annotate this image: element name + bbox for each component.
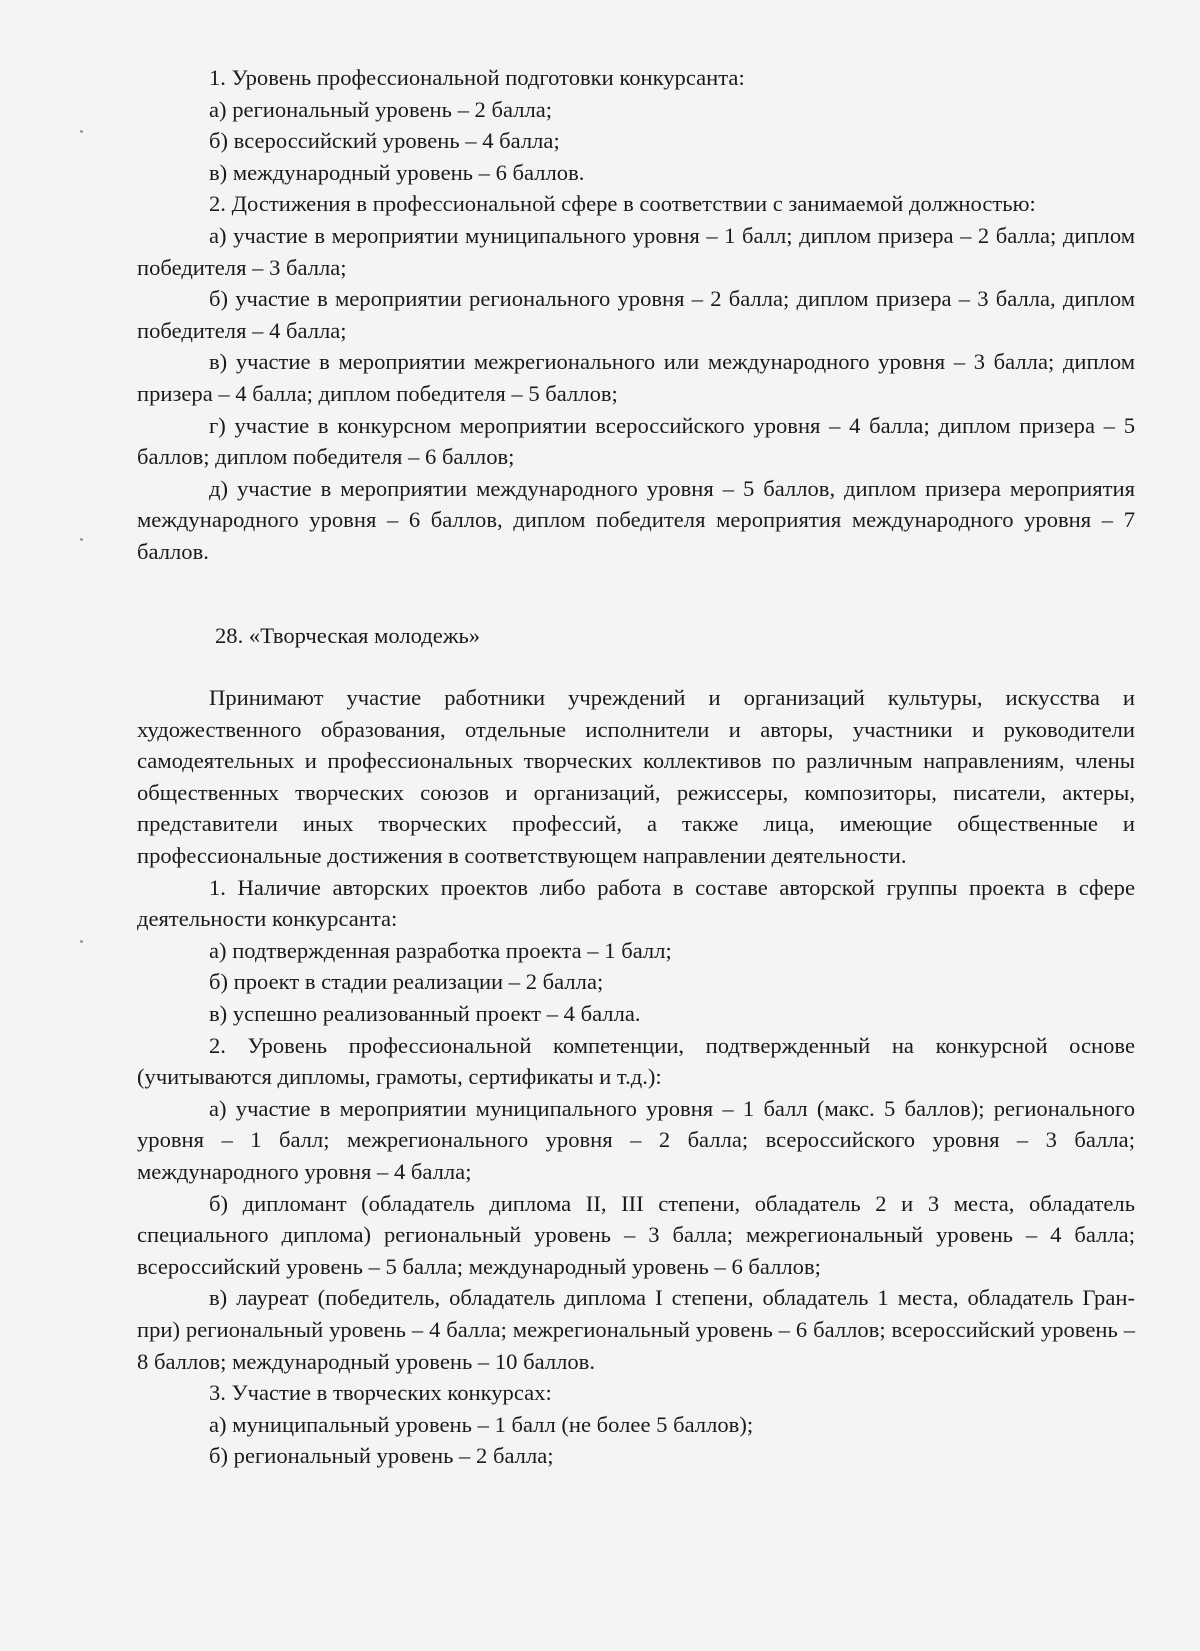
list-item: б) проект в стадии реализации – 2 балла; [209,969,604,995]
list-item: б) дипломант (обладатель диплома II, III степени, обладатель 2 и 3 места, обладатель специального диплома) региональный уровень – 3 балла; межрегиональный уровень – 4 балла; всероссийский уровень – 5 балла; международный уровень – 6 баллов; [137,1190,1135,1279]
spacer [137,651,1135,682]
list-item: а) участие в мероприятии муниципального уровня – 1 балл (макс. 5 баллов); регионального уровня – 1 балл; межрегионального уровня – 2 балла; всероссийского уровня – 3 балла; международного уровня – 4 балла; [137,1095,1135,1184]
spacer [137,568,1135,599]
list-item: в) международный уровень – 6 баллов. [209,159,585,185]
paragraph: 2. Достижения в профессиональной сфере в соответствии с занимаемой должностью: [209,191,1036,217]
list-item: а) участие в мероприятии муниципального уровня – 1 балл; диплом призера – 2 балла; диплом победителя – 3 балла; [137,222,1135,280]
scan-speck [80,940,83,943]
scan-speck [80,538,83,541]
list-item: а) подтвержденная разработка проекта – 1 балл; [209,937,672,963]
list-item: а) муниципальный уровень – 1 балл (не более 5 баллов); [209,1411,754,1437]
list-item: в) лауреат (победитель, обладатель диплома I степени, обладатель 1 места, обладатель Гран-при) региональный уровень – 4 балла; межрегиональный уровень – 6 баллов; всероссийский уровень – 8 баллов; международный уровень – 10 баллов. [137,1285,1135,1374]
section-heading: 28. «Творческая молодежь» [215,622,481,648]
paragraph: Принимают участие работники учреждений и организаций культуры, искусства и художественного образования, отдельные исполнители и авторы, участники и руководители самодеятельных и профессиональных творческих коллективов по различным направлениям, члены общественных творческих союзов и организаций, режиссеры, композиторы, писатели, актеры, представители иных творческих профессий, а также лица, имеющие общественные и профессиональные достижения в соответствующем направлении деятельности. [137,685,1135,869]
document-body [137,62,1135,1472]
list-item: б) всероссийский уровень – 4 балла; [209,128,560,154]
list-item: г) участие в конкурсном мероприятии всероссийского уровня – 4 балла; диплом призера – 5 баллов; диплом победителя – 6 баллов; [137,412,1135,470]
list-item: б) региональный уровень – 2 балла; [209,1443,554,1469]
list-item: д) участие в мероприятии международного уровня – 5 баллов, диплом призера мероприятия международного уровня – 6 баллов, диплом победителя мероприятия международного уровня – 7 баллов. [137,475,1135,564]
list-item: в) участие в мероприятии межрегионального или международного уровня – 3 балла; диплом призера – 4 балла; диплом победителя – 5 баллов; [137,349,1135,406]
list-item: б) участие в мероприятии регионального уровня – 2 балла; диплом призера – 3 балла, диплом победителя – 4 балла; [137,286,1135,343]
list-item: а) региональный уровень – 2 балла; [209,96,553,122]
list-item: в) успешно реализованный проект – 4 балла. [209,1001,641,1027]
paragraph: 3. Участие в творческих конкурсах: [209,1380,552,1406]
paragraph: 1. Наличие авторских проектов либо работа в составе авторской группы проекта в сфере деятельности конкурсанта: [137,874,1135,932]
paragraph: 2. Уровень профессиональной компетенции, подтвержденный на конкурсной основе (учитываются дипломы, грамоты, сертификаты и т.д.): [137,1032,1135,1090]
scan-speck [80,130,83,133]
paragraph: 1. Уровень профессиональной подготовки конкурсанта: [209,65,745,90]
